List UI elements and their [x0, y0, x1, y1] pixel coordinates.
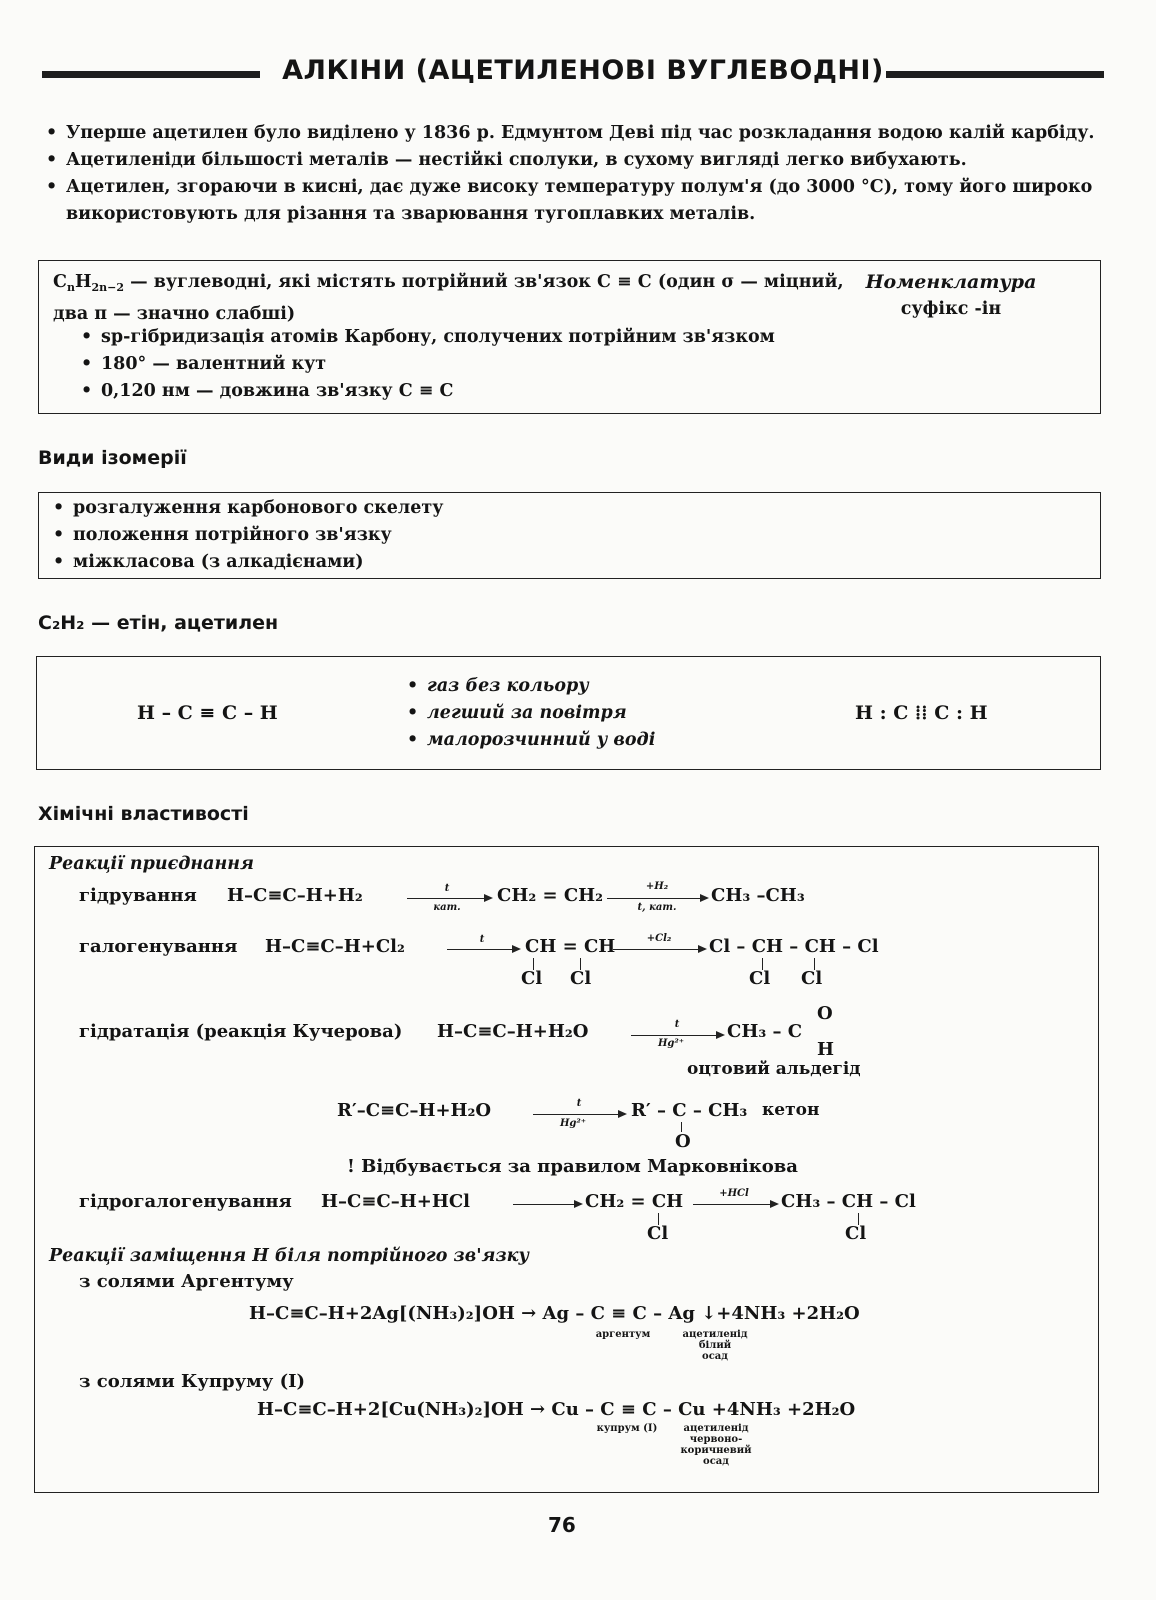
- ethyne-property: • легший за повітря: [407, 700, 807, 727]
- definition-item: • 0,120 нм — довжина зв'язку С ≡ С: [81, 378, 841, 405]
- hydration-arrow: [631, 1035, 723, 1036]
- hydrogenation-cond2-bot: t, кат.: [637, 902, 677, 913]
- formula-n: n: [66, 281, 75, 294]
- hydrohalogenation-cl-1: Cl: [647, 1223, 669, 1244]
- chem-heading: Хімічні властивості: [38, 803, 249, 825]
- ethyne-property: • газ без кольору: [407, 673, 807, 700]
- isomerism-items: [53, 495, 753, 576]
- ketone-caption: кетон: [762, 1100, 820, 1120]
- ethyne-properties: [407, 673, 807, 754]
- copper-equation: H–C≡C–H+2[Cu(NH₃)₂]OH → Cu – C ≡ C – Cu +4NH₃ +2H₂O: [257, 1399, 856, 1420]
- title-rule-left: [42, 71, 260, 78]
- copper-label-acetylenide: ацетиленід червоно- коричневий осад: [680, 1423, 752, 1467]
- intro-list: [44, 120, 1124, 228]
- hydration-cond-top: t: [674, 1019, 680, 1030]
- intro-item: • Ацетиленіди більшості металів — нестійкі сполуки, в сухому вигляді легко вибухають.: [44, 147, 1124, 174]
- ketone-left: R′–C≡C–H+H₂O: [337, 1100, 492, 1121]
- ketone-cond-top: t: [576, 1098, 582, 1109]
- markovnikov-note: ! Відбувається за правилом Марковнікова: [347, 1156, 798, 1177]
- halogenation-mid: CH = CH: [525, 936, 616, 957]
- ethyne-property: • малорозчинний у воді: [407, 727, 807, 754]
- copper-label-cuprum: купрум (I): [596, 1423, 658, 1434]
- definition-description: — вуглеводні, які містять потрійний зв'язок С ≡ С (один σ — міцний, два π — значно слабші): [53, 272, 844, 324]
- hydrohalogenation-left: H–C≡C–H+HCl: [321, 1191, 471, 1212]
- copper-name: [79, 1371, 305, 1392]
- halogenation-left: H–C≡C–H+Cl₂: [265, 936, 405, 957]
- halogenation-right: Cl – CH – CH – Cl: [709, 936, 879, 957]
- intro-item: • Ацетилен, згораючи в кисні, дає дуже високу температуру полум'я (до 3000 °С), тому його широко використовують для різання та зварювання тугоплавких металів.: [44, 174, 1124, 228]
- formula-h: H: [74, 272, 92, 292]
- hydration-cond-bot: Hg²⁺: [657, 1038, 685, 1049]
- hydrogenation-left: H–C≡C–H+H₂: [227, 885, 363, 906]
- definition-items: [81, 324, 841, 405]
- substitution-title: Реакції заміщення H біля потрійного зв'язку: [49, 1246, 529, 1266]
- silver-equation: H–C≡C–H+2Ag[(NH₃)₂]OH → Ag – C ≡ C – Ag ↓+4NH₃ +2H₂O: [249, 1303, 860, 1324]
- hydrohalogenation-cond2-top: +HCl: [719, 1188, 749, 1199]
- hydration-right: CH₃ – C: [727, 1021, 803, 1042]
- hydrogenation-cond-bot: кат.: [433, 902, 461, 913]
- definition-box: [38, 260, 1101, 414]
- ethyne-electronic-formula: H : C ⁞⁞ C : H: [855, 702, 988, 724]
- hydration-o: O: [817, 1003, 833, 1024]
- isomerism-item: • розгалуження карбонового скелету: [53, 495, 753, 522]
- ketone-right: R′ – C – CH₃: [631, 1100, 748, 1121]
- halogenation-cl-1: Cl: [521, 968, 543, 989]
- hydrohalogenation-right: CH₃ – CH – Cl: [781, 1191, 916, 1212]
- hydrohalogenation-arrow-2: [693, 1204, 777, 1205]
- nomenclature-suffix: суфікс -ін: [900, 299, 1002, 319]
- definition-item: • 180° — валентний кут: [81, 351, 841, 378]
- hydration-caption: оцтовий альдегід: [687, 1059, 861, 1079]
- hydrogenation-name: [79, 885, 197, 906]
- page-title: АЛКІНИ (АЦЕТИЛЕНОВІ ВУГЛЕВОДНІ): [282, 55, 884, 86]
- isomerism-heading: Види ізомерії: [38, 447, 187, 469]
- ethyne-structural-formula: H – C ≡ C – H: [137, 702, 278, 724]
- hydrogenation-arrow-2: [607, 898, 707, 899]
- hydrohalogenation-mid: CH₂ = CH: [585, 1191, 684, 1212]
- reaction-name: гідрування: [79, 885, 197, 906]
- silver-label-argentum: аргентум: [595, 1329, 651, 1340]
- ketone-cond-bot: Hg²⁺: [559, 1118, 587, 1129]
- formula-c: C: [53, 272, 67, 292]
- isomerism-box: [38, 492, 1101, 579]
- hydration-name: [79, 1021, 402, 1042]
- silver-label-acetylenide: ацетиленід білий осад: [682, 1329, 748, 1362]
- ethyne-heading: [38, 612, 278, 634]
- isomerism-item: • міжкласова (з алкадієнами): [53, 549, 753, 576]
- isomerism-item: • положення потрійного зв'язку: [53, 522, 753, 549]
- intro-item: • Уперше ацетилен було виділено у 1836 р. Едмунтом Деві під час розкладання водою калій карбіду.: [44, 120, 1124, 147]
- reaction-name: з солями Аргентуму: [79, 1271, 294, 1292]
- halogenation-arrow-2: [613, 949, 705, 950]
- hydrogenation-mid: CH₂ = CH₂: [497, 885, 604, 906]
- title-rule-right: [886, 71, 1104, 78]
- halogenation-arrow-1: [447, 949, 519, 950]
- hydrogenation-cond-top: t: [444, 883, 450, 894]
- halogenation-name: [79, 936, 237, 957]
- definition-item: • sp-гібридизація атомів Карбону, сполучених потрійним зв'язком: [81, 324, 841, 351]
- ethyne-heading-text: — етін, ацетилен: [84, 612, 279, 634]
- reaction-name: гідратація (реакція Кучерова): [79, 1021, 403, 1042]
- definition-text: [53, 269, 853, 328]
- hydrohalogenation-name: [79, 1191, 292, 1212]
- halogenation-cl-2: Cl: [570, 968, 592, 989]
- ketone-o: O: [675, 1131, 691, 1152]
- ethyne-box: [36, 656, 1101, 770]
- nomenclature-title: Номенклатура: [865, 271, 1037, 293]
- hydrohalogenation-cl-2: Cl: [845, 1223, 867, 1244]
- reaction-name: гідрогалогенування: [79, 1191, 292, 1212]
- formula-sub: 2n−2: [91, 281, 125, 294]
- reaction-name: з солями Купруму (I): [79, 1371, 306, 1392]
- halogenation-cl-4: Cl: [801, 968, 823, 989]
- hydrohalogenation-arrow-1: [513, 1204, 581, 1205]
- halogenation-cond2-top: +Cl₂: [646, 933, 672, 944]
- halogenation-cond-top: t: [479, 934, 485, 945]
- hydrogenation-arrow-1: [407, 898, 491, 899]
- ketone-arrow: [533, 1114, 625, 1115]
- chem-box: [34, 846, 1099, 1493]
- page-number: 76: [548, 1513, 576, 1537]
- reaction-name: галогенування: [79, 936, 238, 957]
- halogenation-cl-3: Cl: [749, 968, 771, 989]
- hydration-left: H–C≡C–H+H₂O: [437, 1021, 589, 1042]
- addition-title: Реакції приєднання: [49, 854, 254, 874]
- hydration-h: H: [817, 1039, 835, 1060]
- hydrogenation-right: CH₃ –CH₃: [711, 885, 805, 906]
- silver-name: [79, 1271, 294, 1292]
- ethyne-heading-formula: C₂H₂: [38, 612, 85, 634]
- hydrogenation-cond2-top: +H₂: [645, 881, 669, 892]
